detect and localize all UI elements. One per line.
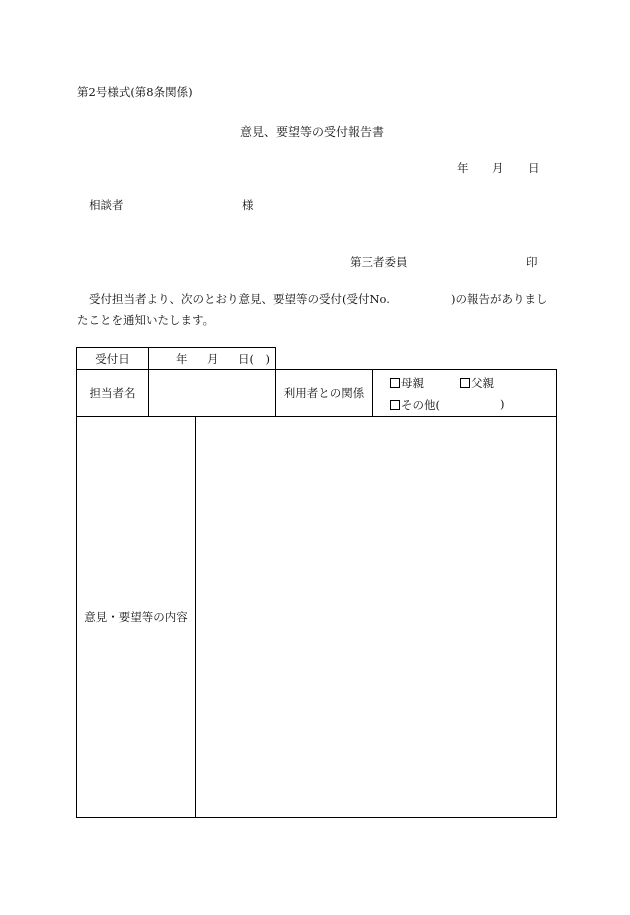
date-year-label: 年: [457, 161, 469, 175]
date-month-label: 月: [492, 161, 504, 175]
received-day-weekday-label: 日( ): [238, 352, 270, 366]
form-number-label: 第2号様式(第8条関係): [77, 85, 193, 99]
relationship-option-father[interactable]: [460, 375, 494, 391]
document-title: 意見、要望等の受付報告書: [240, 125, 385, 139]
option-other-close-paren: ): [500, 397, 505, 411]
third-party-committee-label: 第三者委員: [350, 255, 408, 269]
checkbox-icon[interactable]: [390, 400, 400, 410]
body-text-line1-end: )の報告がありまし: [451, 292, 548, 306]
table-rule: [76, 817, 557, 818]
received-month-label: 月: [207, 352, 219, 366]
relationship-option-mother[interactable]: [390, 375, 424, 391]
date-day-label: 日: [528, 161, 540, 175]
content-label: 意見・要望等の内容: [84, 610, 188, 624]
option-father-label: 父親: [471, 376, 494, 390]
option-other-label: その他(: [401, 398, 440, 412]
received-year-label: 年: [176, 352, 188, 366]
consultant-label: 相談者: [89, 198, 124, 212]
table-rule: [556, 369, 557, 818]
honorific-sama: 様: [242, 198, 254, 212]
table-rule: [372, 369, 373, 417]
option-mother-label: 母親: [401, 376, 424, 390]
relationship-option-other[interactable]: [390, 397, 440, 413]
checkbox-icon[interactable]: [390, 378, 400, 388]
person-in-charge-label: 担当者名: [89, 386, 136, 400]
person-in-charge-field[interactable]: [149, 370, 275, 416]
seal-mark: 印: [526, 255, 538, 269]
body-text-line1-start: 受付担当者より、次のとおり意見、要望等の受付(受付No.: [89, 292, 390, 306]
received-date-label: 受付日: [95, 351, 130, 366]
relationship-label: 利用者との関係: [283, 386, 365, 400]
content-field[interactable]: [196, 417, 556, 817]
checkbox-icon[interactable]: [460, 378, 470, 388]
body-text-line2: たことを通知いたします。: [77, 313, 215, 327]
